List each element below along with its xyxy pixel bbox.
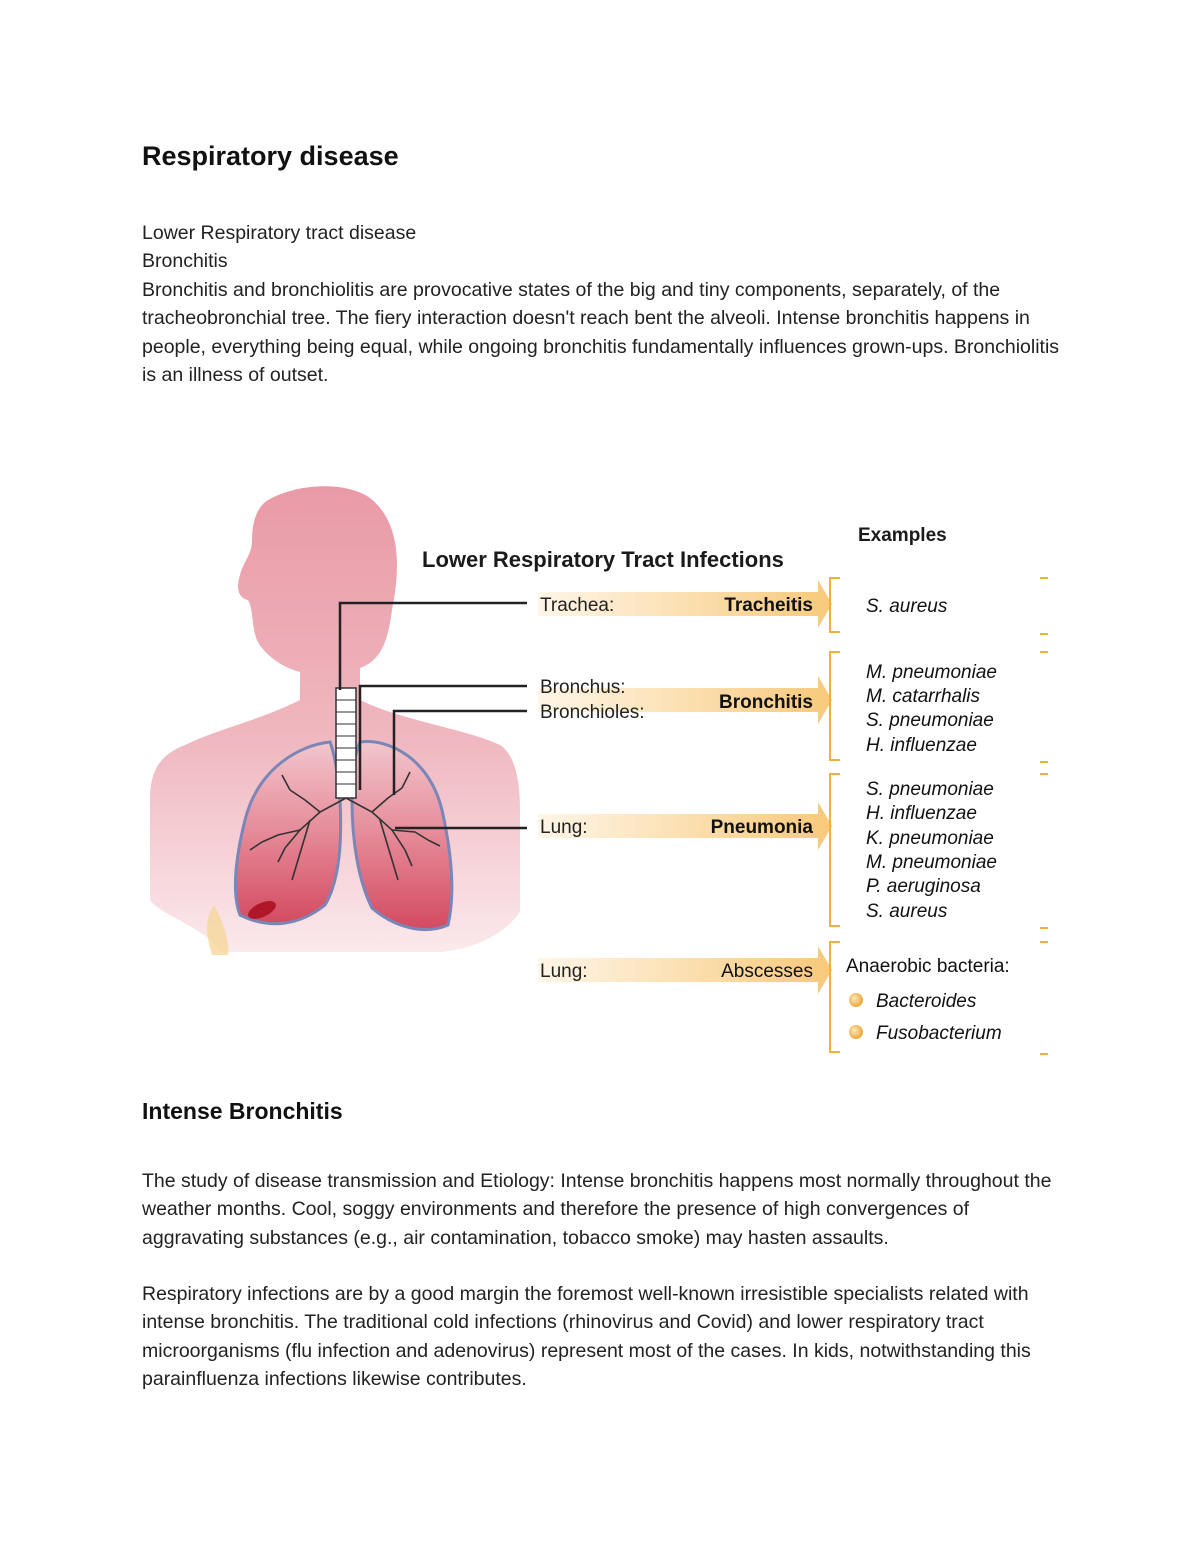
example-h-influenzae-1: H. influenzae [866,735,977,756]
site-bronchus: Bronchus: [540,677,626,698]
example-p-aeruginosa: P. aeruginosa [866,876,981,897]
examples-header: Examples [858,525,947,546]
disease-pneumonia: Pneumonia [710,817,813,838]
disease-abscesses: Abscesses [721,961,813,982]
example-m-pneumoniae-2: M. pneumoniae [866,852,997,873]
example-s-pneumoniae-2: S. pneumoniae [866,779,994,800]
disease-bronchitis: Bronchitis [719,692,813,713]
site-lung-1: Lung: [540,817,588,838]
intro-paragraph: Bronchitis and bronchiolitis are provocative states of the big and tiny components, separately, of the tracheobronchial tree. The fiery interaction doesn't reach bent the alveoli. Intense bronchitis happens in people, everything being equal, while ongoing bronchitis fundamentally influences grown-ups. Bronchiolitis is an illness of outset. [142,279,1060,386]
bullet-icon [849,1025,863,1039]
example-h-influenzae-2: H. influenzae [866,803,977,824]
figure-title: Lower Respiratory Tract Infections [422,547,784,572]
example-m-catarrhalis: M. catarrhalis [866,686,981,707]
site-trachea: Trachea: [540,595,615,616]
bracket-tracheitis [830,578,840,632]
section-heading-intense-bronchitis: Intense Bronchitis [142,1098,343,1124]
example-k-pneumoniae: K. pneumoniae [866,828,994,849]
lower-respiratory-figure [0,470,1200,1070]
example-m-pneumoniae-1: M. pneumoniae [866,662,997,683]
bullet-icon [849,993,863,1007]
bracket-bronchitis [830,652,840,760]
section2-paragraph-1: The study of disease transmission and Etiology: Intense bronchitis happens most normally throughout the weather months. Cool, soggy environments and therefore the presence of high convergences of aggravating substances (e.g., air contamination, tobacco smoke) may hasten assaults. [142,1170,1052,1249]
disease-tracheitis: Tracheitis [724,595,813,616]
section2-paragraph-2: Respiratory infections are by a good margin the foremost well-known irresistible specialists related with intense bronchitis. The traditional cold infections (rhinovirus and Covid) and lower respiratory tract microorganisms (flu infection and adenovirus) represent most of the cases. In kids, notwithstanding this parainfluenza infections likewise contributes. [142,1283,1031,1390]
example-fusobacterium: Fusobacterium [876,1023,1002,1044]
site-lung-2: Lung: [540,961,588,982]
subheading-lower-respiratory: Lower Respiratory tract disease [142,222,417,244]
example-s-aureus-1: S. aureus [866,596,948,617]
examples-heading-anaerobic: Anaerobic bacteria: [846,956,1010,977]
page-title: Respiratory disease [142,141,399,171]
example-s-aureus-2: S. aureus [866,901,948,922]
site-bronchioles: Bronchioles: [540,702,645,723]
example-s-pneumoniae-1: S. pneumoniae [866,710,994,731]
bracket-pneumonia [830,774,840,926]
example-bacteroides: Bacteroides [876,991,977,1012]
subheading-bronchitis: Bronchitis [142,250,228,272]
trachea [336,688,356,798]
bracket-abscesses [830,942,840,1052]
